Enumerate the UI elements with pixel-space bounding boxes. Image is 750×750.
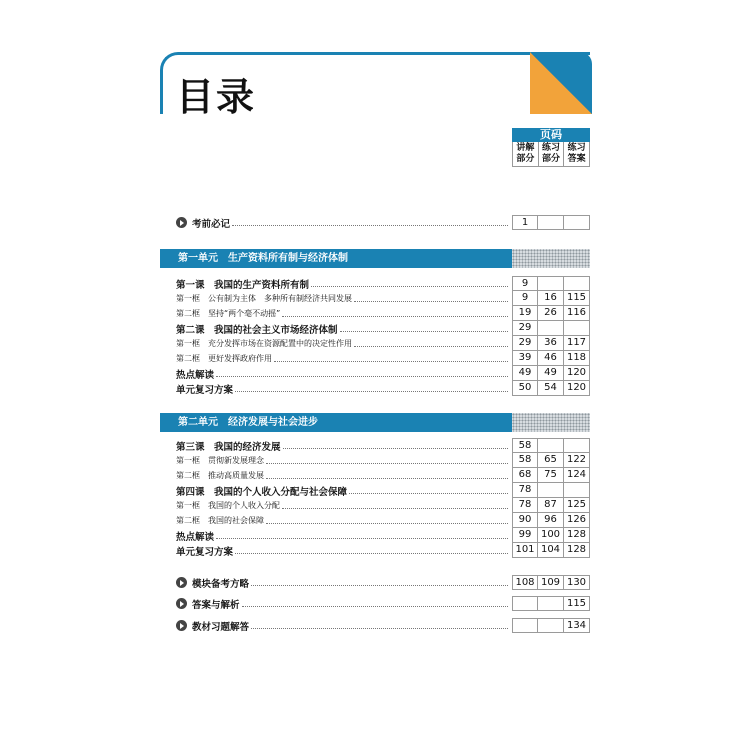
page-practice — [538, 618, 564, 633]
column-lecture-line1: 讲解 — [516, 143, 535, 153]
page-practice — [538, 276, 564, 291]
toc-row[interactable] — [176, 513, 590, 528]
page-lecture: 58 — [512, 438, 538, 453]
page-answers: 115 — [564, 596, 590, 611]
page-answers — [564, 438, 590, 453]
page-answers: 116 — [564, 306, 590, 321]
leader-dots — [216, 537, 508, 539]
page-lecture: 50 — [512, 381, 538, 396]
page-practice: 87 — [538, 498, 564, 513]
leader-dots — [216, 375, 508, 377]
page-answers: 130 — [564, 575, 590, 590]
toc-entry-label: 热点解读 — [176, 367, 216, 381]
page-lecture: 9 — [512, 291, 538, 306]
page-answers: 124 — [564, 468, 590, 483]
toc-entry-label: 单元复习方案 — [176, 382, 235, 396]
toc-row-postlude[interactable] — [176, 596, 590, 611]
toc-row[interactable] — [176, 351, 590, 366]
leader-dots — [235, 552, 508, 554]
page-answers — [564, 215, 590, 230]
page-lecture: 78 — [512, 498, 538, 513]
page-practice: 65 — [538, 453, 564, 468]
page-practice: 100 — [538, 528, 564, 543]
leader-dots — [282, 315, 508, 317]
page-practice: 109 — [538, 575, 564, 590]
leader-dots — [311, 285, 508, 287]
toc-row-postlude[interactable] — [176, 618, 590, 633]
page-answers: 128 — [564, 528, 590, 543]
unit-title: 第二单元 经济发展与社会进步 — [178, 417, 318, 428]
unit-header-2 — [160, 413, 590, 432]
page-lecture: 9 — [512, 276, 538, 291]
play-arrow-icon — [176, 577, 187, 588]
page-title: 目录 — [176, 75, 257, 119]
page-practice: 54 — [538, 381, 564, 396]
toc-entry-label: 第二框 坚持“两个毫不动摇” — [176, 309, 281, 318]
toc-entry-label: 模块备考方略 — [192, 576, 251, 590]
page-practice: 16 — [538, 291, 564, 306]
page-lecture — [512, 596, 538, 611]
page-lecture: 68 — [512, 468, 538, 483]
page-lecture: 19 — [512, 306, 538, 321]
leader-dots — [266, 462, 508, 464]
page-practice: 36 — [538, 336, 564, 351]
leader-dots — [282, 507, 508, 509]
page-lecture: 108 — [512, 575, 538, 590]
page-answers — [564, 321, 590, 336]
page-lecture: 90 — [512, 513, 538, 528]
toc-entry-label: 第二框 推动高质量发展 — [176, 471, 264, 480]
page-lecture: 39 — [512, 351, 538, 366]
leader-dots — [283, 447, 508, 449]
toc-entry-label: 第一框 充分发挥市场在资源配置中的决定性作用 — [176, 339, 352, 348]
page-practice: 46 — [538, 351, 564, 366]
leader-dots — [266, 522, 508, 524]
page-column-header — [512, 128, 590, 167]
toc-entry-label: 单元复习方案 — [176, 544, 235, 558]
leader-dots — [232, 224, 508, 226]
page-practice: 96 — [538, 513, 564, 528]
toc-row[interactable] — [176, 276, 590, 291]
column-answers-line1: 练习 — [567, 143, 586, 153]
toc-row[interactable] — [176, 336, 590, 351]
toc-entry-label: 热点解读 — [176, 529, 216, 543]
column-practice-line1: 练习 — [542, 143, 561, 153]
toc-entry-label: 第二课 我国的社会主义市场经济体制 — [176, 322, 340, 336]
page-lecture — [512, 618, 538, 633]
toc-entry-label: 答案与解析 — [192, 597, 242, 611]
play-arrow-icon — [176, 217, 187, 228]
page-answers: 122 — [564, 453, 590, 468]
column-practice-line2: 部分 — [542, 154, 561, 164]
page-answers: 134 — [564, 618, 590, 633]
unit-header-pattern — [512, 249, 590, 268]
leader-dots — [274, 360, 508, 362]
page-lecture: 101 — [512, 543, 538, 558]
toc-row-postlude[interactable] — [176, 575, 590, 590]
toc-entry-label: 第三课 我国的经济发展 — [176, 439, 283, 453]
toc-row[interactable] — [176, 498, 590, 513]
column-answers — [564, 142, 590, 166]
page-answers: 120 — [564, 381, 590, 396]
toc-row[interactable] — [176, 366, 590, 381]
toc-entry-label: 考前必记 — [192, 216, 232, 230]
toc-entry-label: 教材习题解答 — [192, 619, 251, 633]
page-answers: 126 — [564, 513, 590, 528]
fold-corner-icon — [530, 52, 592, 114]
toc-entry-label: 第一框 公有制为主体 多种所有制经济共同发展 — [176, 294, 352, 303]
page-lecture: 29 — [512, 321, 538, 336]
toc-row-prelude[interactable] — [176, 215, 590, 230]
page-practice — [538, 321, 564, 336]
page-practice — [538, 438, 564, 453]
leader-dots — [266, 477, 508, 479]
unit-header-1 — [160, 249, 590, 268]
toc-entry-label: 第一框 我国的个人收入分配 — [176, 501, 280, 510]
page-practice: 75 — [538, 468, 564, 483]
toc-row[interactable] — [176, 483, 590, 498]
page-lecture: 99 — [512, 528, 538, 543]
toc-row[interactable] — [176, 321, 590, 336]
play-arrow-icon — [176, 620, 187, 631]
leader-dots — [251, 627, 508, 629]
toc-entry-label: 第四课 我国的个人收入分配与社会保障 — [176, 484, 349, 498]
leader-dots — [251, 584, 508, 586]
leader-dots — [340, 330, 508, 332]
page-practice — [538, 483, 564, 498]
column-practice — [539, 142, 565, 166]
toc-row[interactable] — [176, 453, 590, 468]
column-lecture-line2: 部分 — [516, 154, 535, 164]
leader-dots — [354, 345, 508, 347]
page-answers — [564, 483, 590, 498]
toc-entry-label: 第一框 贯彻新发展理念 — [176, 456, 264, 465]
page-answers: 128 — [564, 543, 590, 558]
page-answers: 120 — [564, 366, 590, 381]
leader-dots — [242, 605, 508, 607]
page-practice: 104 — [538, 543, 564, 558]
page-lecture: 78 — [512, 483, 538, 498]
page-practice — [538, 596, 564, 611]
leader-dots — [235, 390, 508, 392]
page-answers: 125 — [564, 498, 590, 513]
unit-header-pattern — [512, 413, 590, 432]
page-answers — [564, 276, 590, 291]
page-lecture: 58 — [512, 453, 538, 468]
page-lecture: 49 — [512, 366, 538, 381]
leader-dots — [354, 300, 508, 302]
page-practice — [538, 215, 564, 230]
toc-entry-label: 第二框 我国的社会保障 — [176, 516, 264, 525]
column-header-title: 页码 — [512, 128, 590, 142]
toc-entry-label: 第一课 我国的生产资料所有制 — [176, 277, 311, 291]
page-lecture: 29 — [512, 336, 538, 351]
page-practice: 49 — [538, 366, 564, 381]
unit-title: 第一单元 生产资料所有制与经济体制 — [178, 253, 348, 264]
toc-entry-label: 第二框 更好发挥政府作用 — [176, 354, 272, 363]
page-lecture: 1 — [512, 215, 538, 230]
page-answers: 117 — [564, 336, 590, 351]
play-arrow-icon — [176, 598, 187, 609]
toc-row[interactable] — [176, 291, 590, 306]
column-lecture — [513, 142, 539, 166]
page-answers: 118 — [564, 351, 590, 366]
toc-row[interactable] — [176, 468, 590, 483]
page-practice: 26 — [538, 306, 564, 321]
page-answers: 115 — [564, 291, 590, 306]
column-answers-line2: 答案 — [567, 154, 586, 164]
toc-row[interactable] — [176, 381, 590, 396]
leader-dots — [349, 492, 508, 494]
toc-row[interactable] — [176, 543, 590, 558]
toc-row[interactable] — [176, 528, 590, 543]
toc-row[interactable] — [176, 438, 590, 453]
toc-row[interactable] — [176, 306, 590, 321]
